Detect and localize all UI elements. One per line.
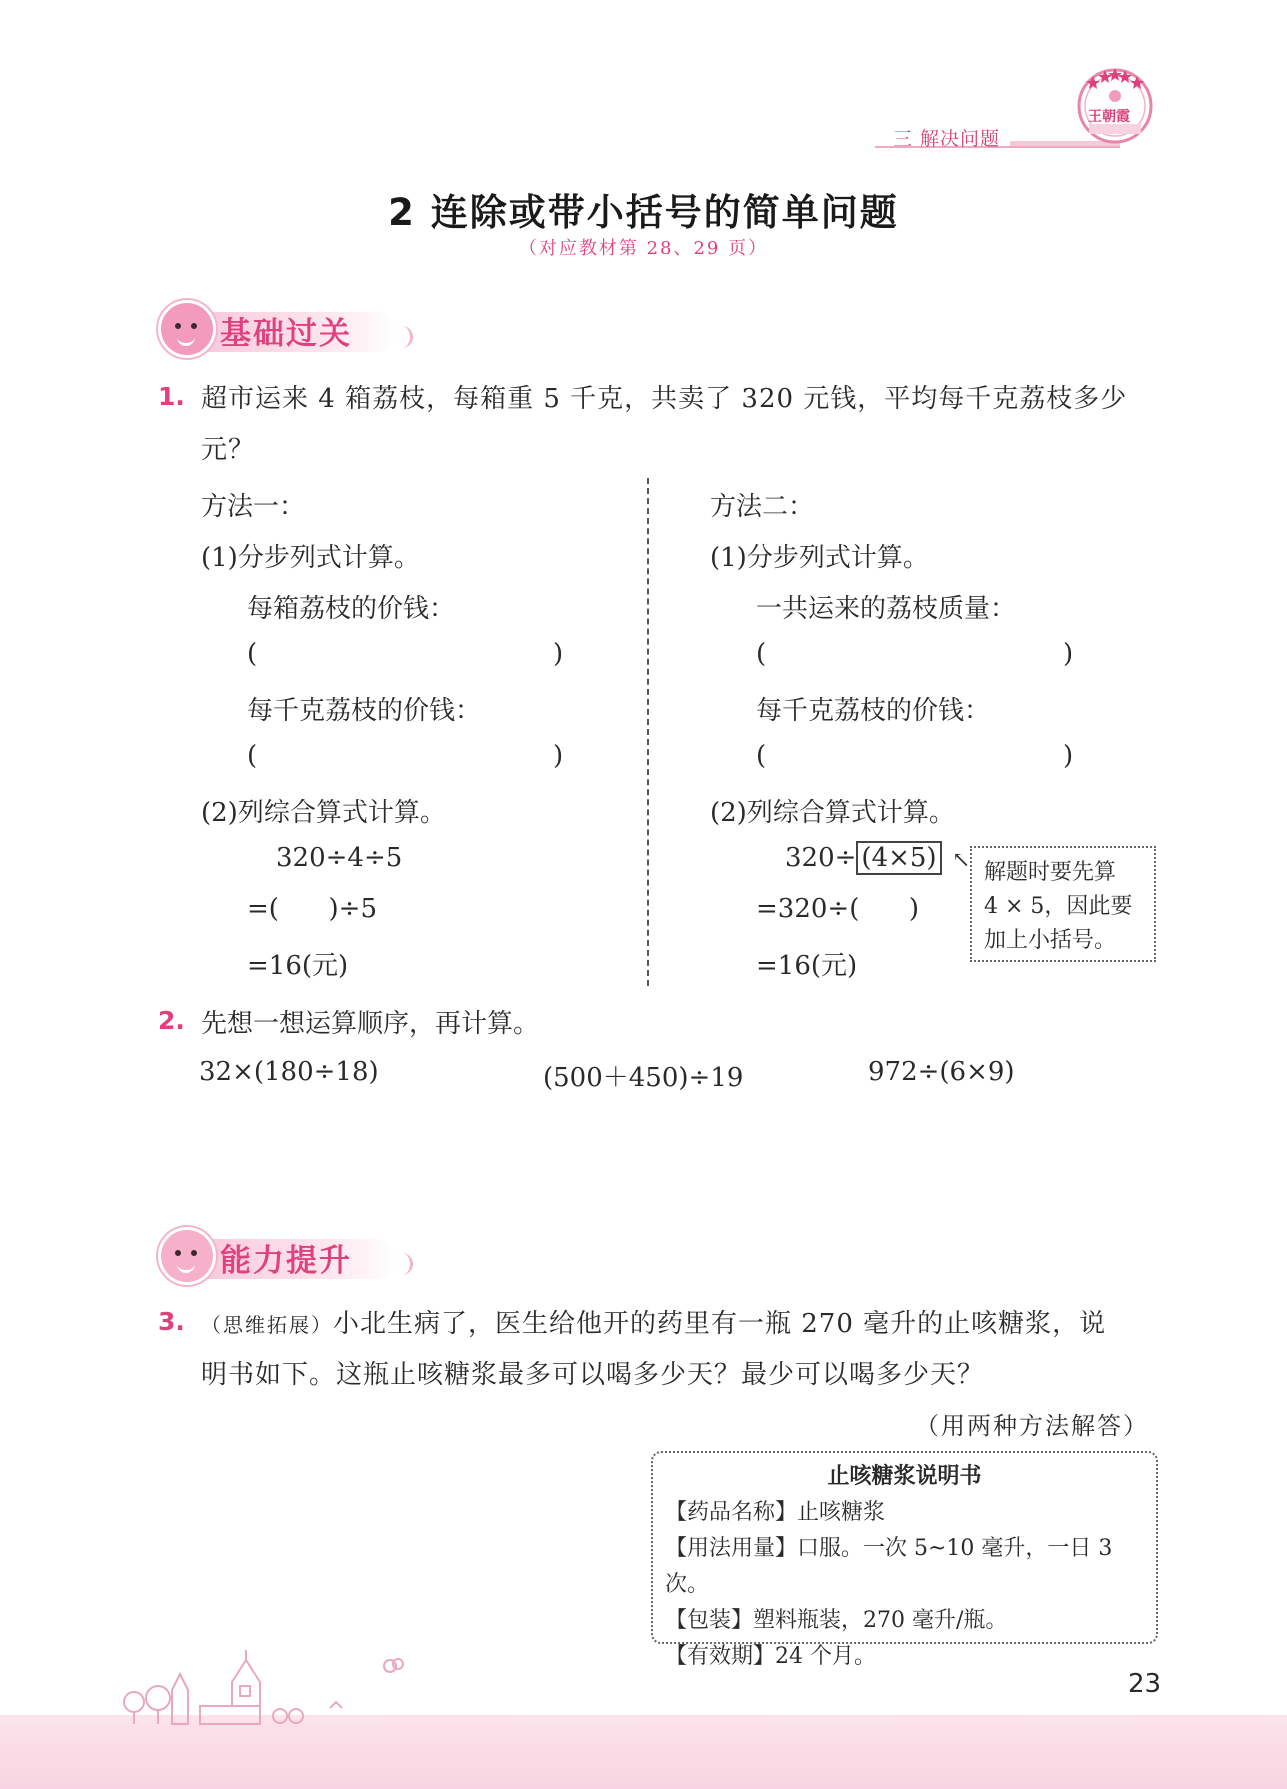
question-3-hint: （用两种方法解答） xyxy=(915,1412,1149,1440)
section-label: 三 解决问题 xyxy=(893,128,1001,150)
logo-text: 王朝霞 xyxy=(1088,109,1130,125)
method-2-step-1: (1)分步列式计算。 xyxy=(710,543,929,573)
answer-blank-open: ( xyxy=(756,741,767,771)
manual-line: 【用法用量】口服。一次 5~10 毫升，一日 3 次。 xyxy=(665,1536,1113,1597)
question-2-text: 先想一想运算顺序，再计算。 xyxy=(201,1009,540,1039)
method-1-step-1: (1)分步列式计算。 xyxy=(201,543,420,573)
equation-prefix: 320÷ xyxy=(785,843,857,873)
answer-blank-open: ( xyxy=(247,639,258,669)
question-number-3: 3. xyxy=(158,1307,185,1336)
answer-blank-close: ) xyxy=(1063,639,1074,669)
section-badge-advanced xyxy=(158,1225,408,1285)
manual-line: 【药品名称】止咳糖浆 xyxy=(665,1500,886,1525)
method-1-sub-1: 每箱荔枝的价钱： xyxy=(247,594,456,624)
pointer-arrow-icon: ↖ xyxy=(952,848,971,873)
manual-line: 【包装】塑料瓶装，270 毫升/瓶。 xyxy=(665,1608,1008,1633)
method-2-sub-2: 每千克荔枝的价钱： xyxy=(756,696,991,726)
brand-logo xyxy=(1075,62,1155,148)
tip-box xyxy=(970,846,1156,962)
section-title-basic: 基础过关 xyxy=(220,316,352,352)
girl-face-icon xyxy=(158,300,216,358)
method-1-sub-2: 每千克荔枝的价钱： xyxy=(247,696,482,726)
expression-1: 32×(180÷18) xyxy=(199,1057,379,1087)
manual-line: 【有效期】24 个月。 xyxy=(665,1644,876,1669)
medicine-manual-box xyxy=(651,1451,1158,1669)
section-badge-basic xyxy=(158,298,408,358)
method-2-equation-1 xyxy=(785,843,942,873)
lesson-reference: （对应教材第 28、29 页） xyxy=(518,238,769,259)
question-1-line-1: 超市运来 4 箱荔枝，每箱重 5 千克，共卖了 320 元钱，平均每千克荔枝多少 xyxy=(201,384,1128,414)
answer-blank-close: ) xyxy=(1063,741,1074,771)
section-title-advanced: 能力提升 xyxy=(220,1243,352,1279)
method-2-step-2: (2)列综合算式计算。 xyxy=(710,798,955,828)
answer-blank-close: ) xyxy=(553,741,564,771)
answer-blank-close: ) xyxy=(553,639,564,669)
method-1-equation-2: =( )÷5 xyxy=(247,894,377,924)
boy-face-icon xyxy=(158,1227,216,1285)
question-3-line-2: 明书如下。这瓶止咳糖浆最多可以喝多少天？最少可以喝多少天？ xyxy=(201,1360,985,1390)
manual-title: 止咳糖浆说明书 xyxy=(827,1464,982,1489)
question-tag: （思维拓展） xyxy=(201,1313,333,1337)
question-number-1: 1. xyxy=(158,382,185,411)
footer-band xyxy=(0,1715,1287,1789)
method-divider xyxy=(647,478,649,986)
tip-line: 4 × 5，因此要 xyxy=(984,894,1133,919)
expression-2: (500＋450)÷19 xyxy=(543,1063,744,1093)
question-1-line-2: 元？ xyxy=(201,435,256,465)
castle-decoration-icon xyxy=(120,1646,440,1726)
tip-line: 解题时要先算 xyxy=(984,860,1117,885)
method-2-equation-3: =16(元) xyxy=(756,951,858,981)
tip-line: 加上小括号。 xyxy=(984,928,1117,953)
method-2-title: 方法二： xyxy=(710,492,815,522)
page-number: 23 xyxy=(1128,1669,1162,1699)
question-3-line-1 xyxy=(201,1299,1106,1350)
lesson-title: 2 连除或带小括号的简单问题 xyxy=(388,191,899,234)
question-3-text: 小北生病了，医生给他开的药里有一瓶 270 毫升的止咳糖浆，说 xyxy=(333,1309,1107,1339)
method-1-equation-1: 320÷4÷5 xyxy=(276,843,403,873)
method-1-step-2: (2)列综合算式计算。 xyxy=(201,798,446,828)
answer-blank-open: ( xyxy=(756,639,767,669)
method-1-equation-3: =16(元) xyxy=(247,951,349,981)
expression-3: 972÷(6×9) xyxy=(868,1057,1015,1087)
method-2-equation-2: =320÷( ) xyxy=(756,894,920,924)
question-number-2: 2. xyxy=(158,1006,185,1035)
answer-blank-open: ( xyxy=(247,741,258,771)
boxed-parenthesis: (4×5) xyxy=(856,841,941,875)
method-2-sub-1: 一共运来的荔枝质量： xyxy=(756,594,1017,624)
method-1-title: 方法一： xyxy=(201,492,306,522)
